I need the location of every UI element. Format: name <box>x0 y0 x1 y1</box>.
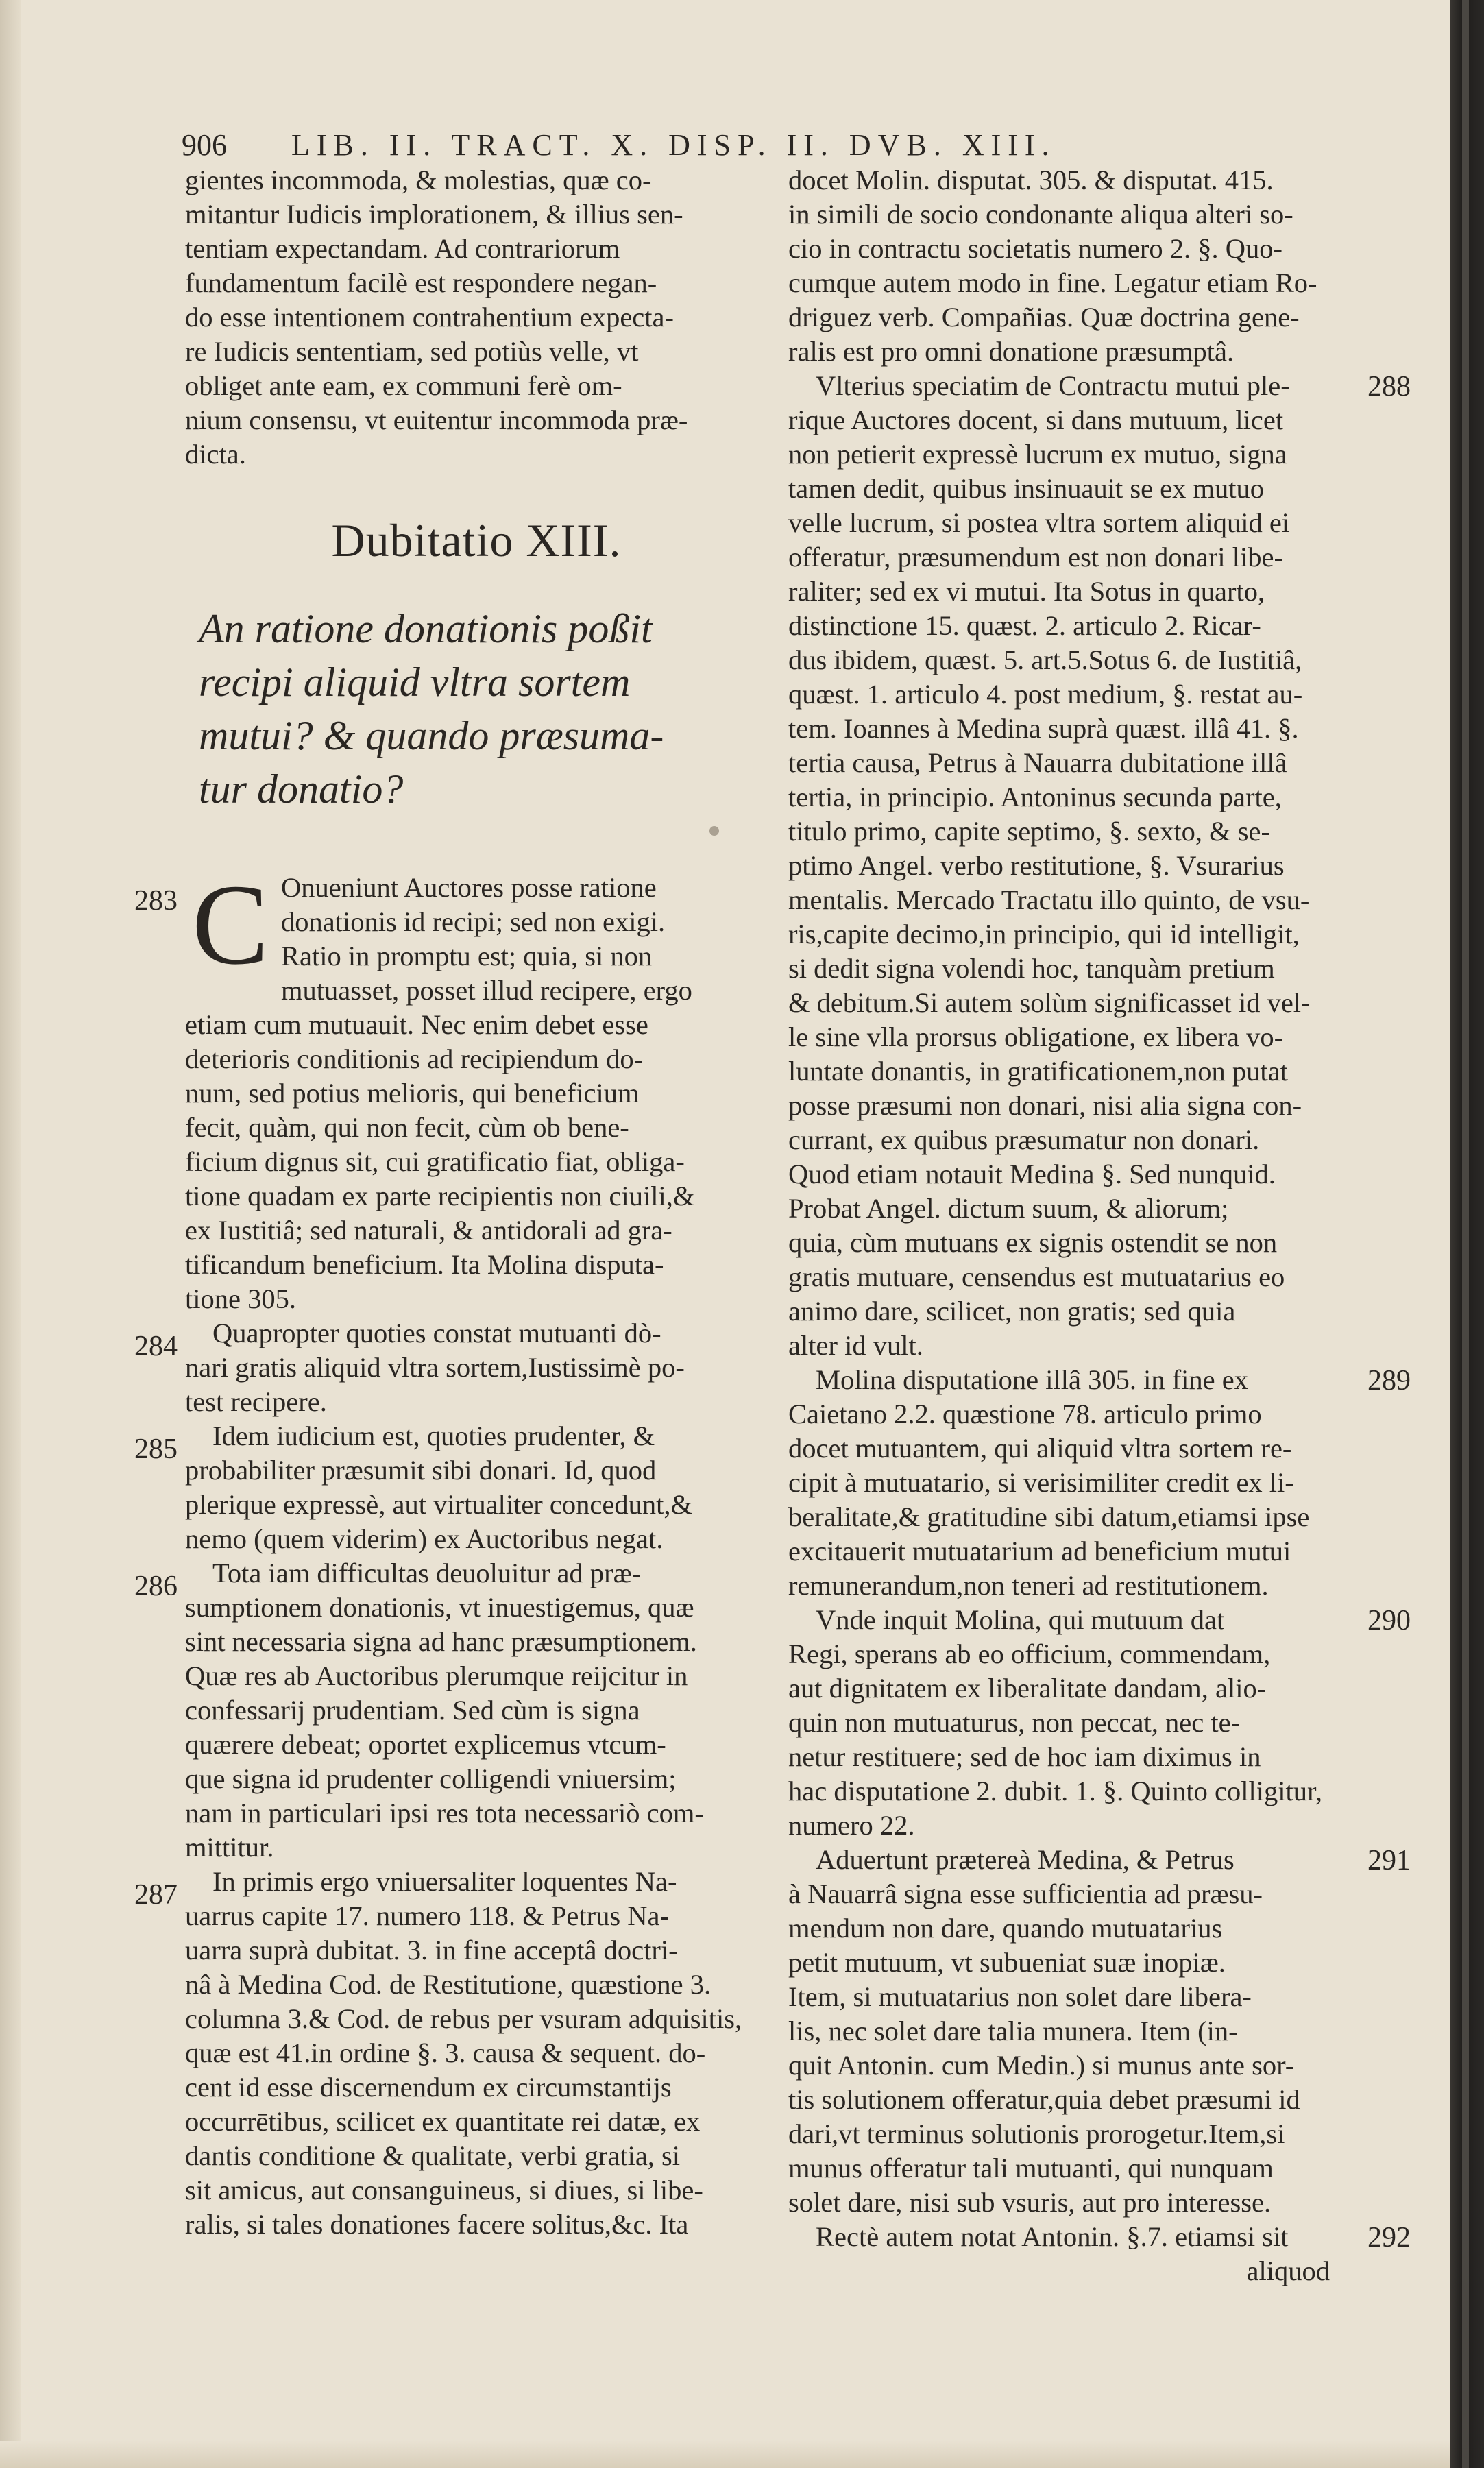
question-title <box>199 602 768 816</box>
paragraph-291 <box>788 1843 1357 2220</box>
paragraph-284 <box>185 1316 768 1419</box>
intro-paragraph-left <box>185 163 768 472</box>
text-line: tamen dedit, quibus insinuauit se ex mutuo <box>788 473 1265 504</box>
paragraph-288 <box>788 369 1357 1363</box>
text-line: tificandum beneficium. Ita Molina disputa- <box>185 1249 664 1280</box>
text-line: tem. Ioannes à Medina suprà quæst. illâ 41. §. <box>788 713 1299 744</box>
text-line: sint necessaria signa ad hanc præsumptionem. <box>185 1626 697 1657</box>
text-line: luntate donantis, in gratificationem,non putat <box>788 1056 1288 1087</box>
page-edge-right <box>1450 0 1484 2468</box>
text-line: dantis conditione & qualitate, verbi gratia, si <box>185 2140 681 2171</box>
text-line: Quod etiam notauit Medina §. Sed nunquid. <box>788 1159 1276 1189</box>
binding-strip <box>1462 0 1469 2468</box>
text-line: alter id vult. <box>788 1330 923 1361</box>
text-line: & debitum.Si autem solùm significasset id vel- <box>788 987 1311 1018</box>
text-line: do esse intentionem contrahentium expecta- <box>185 302 674 332</box>
question-line: recipi aliquid vltra sortem <box>199 660 631 705</box>
intro-paragraph-right <box>788 163 1357 369</box>
text-line: in simili de socio condonante aliqua alteri so- <box>788 199 1293 230</box>
paragraph-287 <box>185 1865 768 2242</box>
text-line: Idem iudicium est, quoties prudenter, & <box>212 1420 655 1451</box>
text-line: uarra suprà dubitat. 3. in fine acceptâ doctri- <box>185 1935 678 1965</box>
text-line: dari,vt terminus solutionis prorogetur.Item,si <box>788 2118 1285 2149</box>
text-line: confessarij prudentiam. Sed cùm is signa <box>185 1695 640 1726</box>
margin-number-288: 288 <box>1367 371 1411 402</box>
text-line: Vnde inquit Molina, qui mutuum dat <box>816 1604 1225 1635</box>
text-line: le sine vlla prorsus obligatione, ex libera vo- <box>788 1021 1284 1052</box>
text-line: excitauerit mutuatarium ad beneficium mutui <box>788 1536 1291 1566</box>
text-line: non petierit expressè lucrum ex mutuo, signa <box>788 439 1287 470</box>
text-line: quia, cùm mutuans ex signis ostendit se non <box>788 1227 1278 1258</box>
margin-number-291: 291 <box>1367 1845 1411 1876</box>
text-line: nemo (quem viderim) ex Auctoribus negat. <box>185 1523 664 1554</box>
text-line: currant, ex quibus præsumatur non donari. <box>788 1124 1260 1155</box>
text-line: plerique expressè, aut virtualiter concedunt,& <box>185 1489 692 1520</box>
text-line: Vlterius speciatim de Contractu mutui ple- <box>816 370 1290 401</box>
text-line: gientes incommoda, & molestias, quæ co- <box>185 165 652 195</box>
text-line: Tota iam difficultas deuoluitur ad præ- <box>212 1558 642 1588</box>
text-line: ralis, si tales donationes facere solitus,&c. Ita <box>185 2209 689 2240</box>
text-line: velle lucrum, si postea vltra sortem aliquid ei <box>788 507 1290 538</box>
text-line: Caietano 2.2. quæstione 78. articulo primo <box>788 1399 1262 1429</box>
text-line: Onueniunt Auctores posse ratione <box>281 872 657 903</box>
text-line: animo dare, scilicet, non gratis; sed quia <box>788 1296 1236 1327</box>
text-line: si dedit signa volendi hoc, tanquàm pretium <box>788 953 1275 984</box>
text-line: Ratio in promptu est; quia, si non <box>281 941 653 971</box>
margin-number-292: 292 <box>1367 2222 1411 2253</box>
text-line: ris,capite decimo,in principio, qui id intelligit, <box>788 919 1300 949</box>
text-line: Rectè autem notat Antonin. §.7. etiamsi sit <box>816 2221 1289 2252</box>
margin-number-290: 290 <box>1367 1605 1411 1636</box>
text-line: hac disputatione 2. dubit. 1. §. Quinto colligitur, <box>788 1776 1323 1806</box>
text-line: quæ est 41.in ordine §. 3. causa & sequent. do- <box>185 2037 706 2068</box>
text-line: posse præsumi non donari, nisi alia signa con- <box>788 1090 1302 1121</box>
text-line: num, sed potius melioris, qui beneficium <box>185 1078 640 1109</box>
text-line: nari gratis aliquid vltra sortem,Iustissimè po- <box>185 1352 685 1383</box>
text-line: cio in contractu societatis numero 2. §. Quo- <box>788 233 1282 264</box>
right-column <box>788 163 1357 2288</box>
text-line: petit mutuum, vt subueniat suæ inopiæ. <box>788 1947 1226 1978</box>
question-line: An ratione donationis poßit <box>199 606 653 651</box>
paragraph-285 <box>185 1419 768 1556</box>
text-line: Quapropter quoties constat mutuanti dò- <box>212 1318 661 1348</box>
text-line: titulo primo, capite septimo, §. sexto, & se- <box>788 816 1271 847</box>
margin-number-286: 286 <box>134 1571 178 1602</box>
text-line: tione quadam ex parte recipientis non ciuili,& <box>185 1181 695 1211</box>
text-line: Probat Angel. dictum suum, & aliorum; <box>788 1193 1229 1224</box>
text-line: Item, si mutuatarius non solet dare libera- <box>788 1981 1252 2012</box>
text-line: mutuasset, posset illud recipere, ergo <box>281 975 692 1006</box>
text-line: columna 3.& Cod. de rebus per vsuram adquisitis, <box>185 2003 742 2034</box>
text-line: tis solutionem offeratur,quia debet præsumi id <box>788 2084 1300 2115</box>
page-number: 906 <box>182 128 227 162</box>
text-line: rique Auctores docent, si dans mutuum, licet <box>788 404 1284 435</box>
section-heading: Dubitatio XIII. <box>331 514 622 566</box>
text-line: dicta. <box>185 439 246 470</box>
text-line: Quæ res ab Auctoribus plerumque reijcitur in <box>185 1660 688 1691</box>
catchword: aliquod <box>1246 2255 1330 2286</box>
text-line: In primis ergo vniuersaliter loquentes Na- <box>212 1866 677 1897</box>
text-line: quin non mutuaturus, non peccat, nec te- <box>788 1707 1241 1738</box>
paragraph-292 <box>788 2220 1357 2288</box>
paragraph-289 <box>788 1363 1357 1603</box>
paragraph-283 <box>185 861 768 1316</box>
text-line: obliget ante eam, ex communi ferè om- <box>185 370 622 401</box>
text-line: re Iudicis sententiam, sed potiùs velle, vt <box>185 336 639 367</box>
text-line: sit amicus, aut consanguineus, si diues, si libe- <box>185 2175 703 2205</box>
text-line: deterioris conditionis ad recipiendum do- <box>185 1043 644 1074</box>
margin-number-289: 289 <box>1367 1365 1411 1396</box>
text-line: numero 22. <box>788 1810 915 1841</box>
text-line: quit Antonin. cum Medin.) si munus ante sor- <box>788 2050 1295 2081</box>
text-line: à Nauarrâ signa esse sufficientia ad præsu- <box>788 1878 1263 1909</box>
text-line: nium consensu, vt euitentur incommoda præ- <box>185 404 688 435</box>
left-column <box>185 163 768 2242</box>
text-line: tertia, in principio. Antoninus secunda parte, <box>788 782 1282 812</box>
question-line: tur donatio? <box>199 766 404 812</box>
text-line: ficium dignus sit, cui gratificatio fiat, obliga- <box>185 1146 685 1177</box>
text-line: fundamentum facilè est respondere negan- <box>185 267 657 298</box>
text-line: ptimo Angel. verbo restitutione, §. Vsurarius <box>788 850 1285 881</box>
text-line: remunerandum,non teneri ad restitutionem. <box>788 1570 1269 1601</box>
text-line: cumque autem modo in fine. Legatur etiam Ro- <box>788 267 1317 298</box>
text-line: uarrus capite 17. numero 118. & Petrus Na- <box>185 1900 669 1931</box>
text-line: mitantur Iudicis implorationem, & illius sen- <box>185 199 683 230</box>
text-line: tentiam expectandam. Ad contrariorum <box>185 233 620 264</box>
text-line: sumptionem donationis, vt inuestigemus, quæ <box>185 1592 694 1623</box>
text-line: cent id esse discernendum ex circumstantijs <box>185 2072 672 2103</box>
text-line: fecit, quàm, qui non fecit, cùm ob bene- <box>185 1112 629 1143</box>
text-line: beralitate,& gratitudine sibi datum,etiamsi ipse <box>788 1501 1310 1532</box>
text-line: netur restituere; sed de hoc iam diximus in <box>788 1741 1261 1772</box>
text-line: dus ibidem, quæst. 5. art.5.Sotus 6. de Iustitiâ, <box>788 644 1302 675</box>
text-line: offeratur, præsumendum est non donari libe- <box>788 542 1283 572</box>
text-line: etiam cum mutuauit. Nec enim debet esse <box>185 1009 648 1040</box>
text-line: driguez verb. Compañias. Quæ doctrina gene- <box>788 302 1300 332</box>
text-line: raliter; sed ex vi mutui. Ita Sotus in quarto, <box>788 576 1265 607</box>
text-line: donationis id recipi; sed non exigi. <box>281 906 666 937</box>
running-title: LIB. II. TRACT. X. DISP. II. DVB. XIII. <box>291 128 1056 162</box>
drop-cap-letter: C <box>192 861 269 989</box>
text-line: mendum non dare, quando mutuatarius <box>788 1913 1223 1944</box>
text-line: ex Iustitiâ; sed naturali, & antidorali ad gra- <box>185 1215 672 1246</box>
text-line: quærere debeat; oportet explicemus vtcum- <box>185 1729 666 1760</box>
text-line: occurrētibus, scilicet ex quantitate rei datæ, ex <box>185 2106 701 2137</box>
text-line: que signa id prudenter colligendi vniuersim; <box>185 1763 677 1794</box>
text-line: test recipere. <box>185 1386 327 1417</box>
text-line: docet mutuantem, qui aliquid vltra sortem re- <box>788 1433 1292 1464</box>
running-header <box>182 128 1176 169</box>
text-line: Regi, sperans ab eo officium, commendam, <box>788 1638 1271 1669</box>
text-line: tertia causa, Petrus à Nauarra dubitatione illâ <box>788 747 1287 778</box>
text-line: cipit à mutuatario, si verisimiliter credit ex li- <box>788 1467 1294 1498</box>
text-line: Aduertunt prætereà Medina, & Petrus <box>816 1844 1234 1875</box>
text-line: mentalis. Mercado Tractatu illo quinto, de vsu- <box>788 884 1310 915</box>
page-edge-left <box>0 0 21 2468</box>
margin-number-287: 287 <box>134 1879 178 1911</box>
margin-number-284: 284 <box>134 1331 178 1362</box>
page-edge-bottom <box>0 2441 1450 2468</box>
text-line: probabiliter præsumit sibi donari. Id, quod <box>185 1455 657 1486</box>
text-line: Molina disputatione illâ 305. in fine ex <box>816 1364 1249 1395</box>
question-line: mutui? & quando præsuma- <box>199 713 664 758</box>
margin-number-283: 283 <box>134 885 178 917</box>
text-line: mittitur. <box>185 1832 274 1863</box>
text-line: nam in particulari ipsi res tota necessariò com- <box>185 1798 704 1828</box>
margin-number-285: 285 <box>134 1433 178 1465</box>
paragraph-286 <box>185 1556 768 1865</box>
text-line: lis, nec solet dare talia munera. Item (in- <box>788 2016 1238 2046</box>
text-line: quæst. 1. articulo 4. post medium, §. restat au- <box>788 679 1303 710</box>
text-line: ralis est pro omni donatione præsumptâ. <box>788 336 1234 367</box>
text-line: docet Molin. disputat. 305. & disputat. 415. <box>788 165 1274 195</box>
text-line: munus offeratur tali mutuanti, qui nunquam <box>788 2153 1274 2183</box>
text-line: solet dare, nisi sub vsuris, aut pro interesse. <box>788 2187 1272 2218</box>
text-line: aut dignitatem ex liberalitate dandam, alio- <box>788 1673 1267 1704</box>
text-line: gratis mutuare, censendus est mutuatarius eo <box>788 1261 1285 1292</box>
text-line: distinctione 15. quæst. 2. articulo 2. Ricar- <box>788 610 1261 641</box>
text-line: tione 305. <box>185 1283 296 1314</box>
ink-spot <box>709 826 719 836</box>
text-line: nâ à Medina Cod. de Restitutione, quæstione 3. <box>185 1969 711 2000</box>
paragraph-290 <box>788 1603 1357 1843</box>
